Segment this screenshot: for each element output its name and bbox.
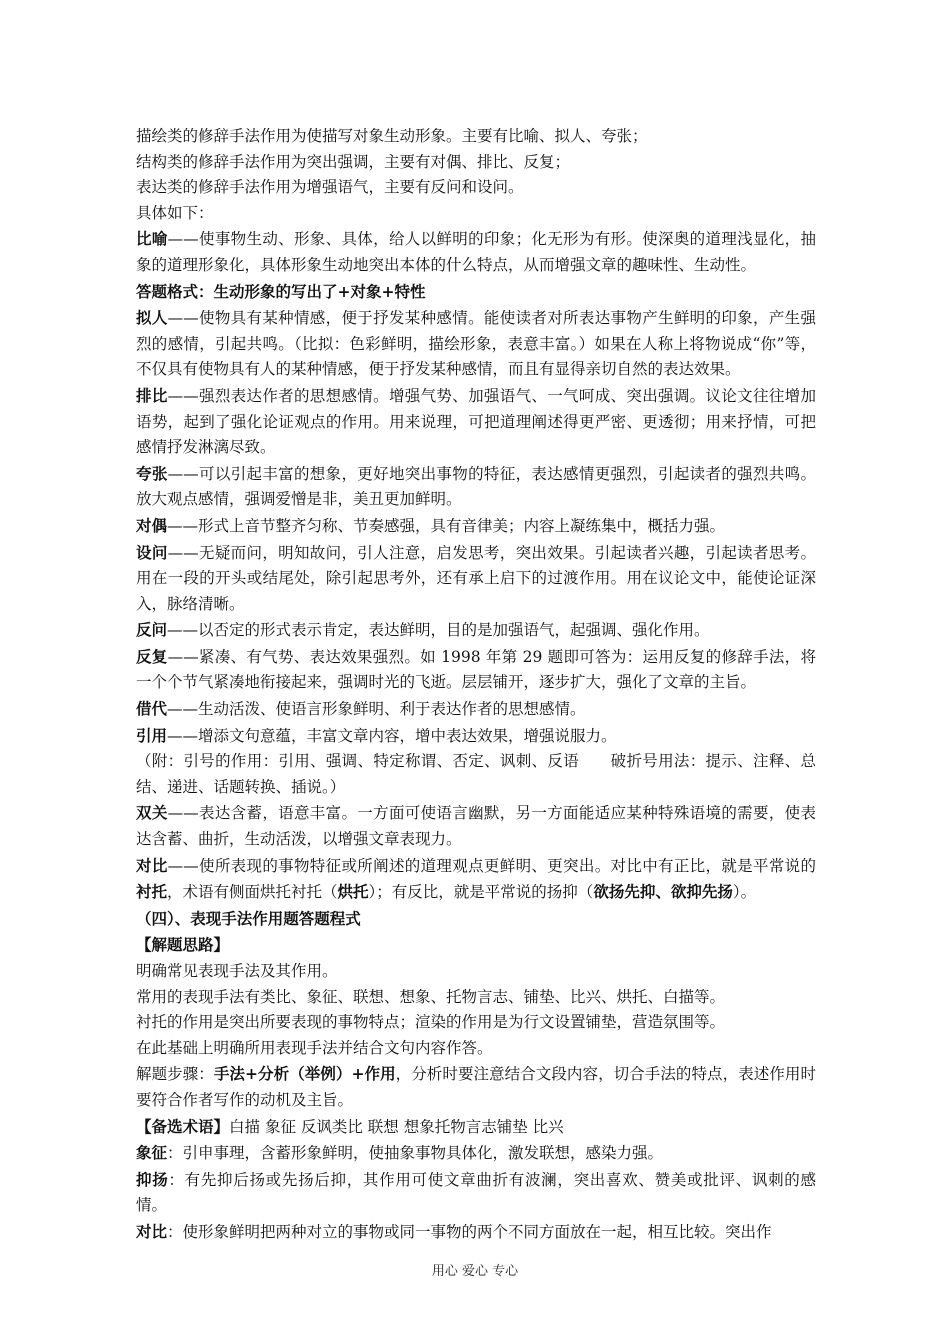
paragraph-contrast: 对比——使所表现的事物特征或所阐述的道理观点更鲜明、更突出。对比中有正比，就是平常说的衬托，术语有侧面烘托衬托（烘托）；有反比，就是平常说的扬抑（欲扬先抑、欲抑先扬）。 (136, 855, 816, 902)
paragraph-quotation: 引用——增添文句意蕴，丰富文章内容，增中表达效果，增强说服力。 (136, 725, 617, 745)
paragraph-comparison: 对比：使形象鲜明把两种对立的事物或同一事物的两个不同方面放在一起，相互比较。突出作 (136, 1221, 772, 1241)
paragraph-steps: 解题步骤：手法+分析（举例）+作用，分析时要注意结合文段内容，切合手法的特点，表述作用时要符合作者写作的动机及主旨。 (136, 1064, 816, 1109)
paragraph-rhetorical-question: 设问——无疑而问，明知故问，引人注意，启发思考，突出效果。引起读者兴趣，引起读者思考。用在一段的开头或结尾处，除引起思考外，还有承上启下的过渡作用。用在议论文中，能使论证深入，脉络清晰。 (136, 542, 816, 613)
section-heading: （四）、表现手法作用题答题程式 (136, 908, 361, 928)
paragraph: 在此基础上明确所用表现手法并结合文句内容作答。 (136, 1038, 493, 1057)
paragraph-antithesis: 对偶——形式上音节整齐匀称、节奏感强，具有音律美；内容上凝练集中，概括力强。 (136, 515, 726, 535)
term: 抑扬 (136, 1169, 169, 1189)
paragraph-exaggeration: 夸张——可以引起丰富的想象，更好地突出事物的特征，表达感情更强烈，引起读者的强烈共鸣。放大观点感情，强调爱憎是非，美丑更加鲜明。 (136, 463, 816, 509)
term: 夸张 (136, 463, 168, 483)
term: 引用 (136, 725, 168, 745)
term: 反问 (136, 620, 168, 640)
term: 反复 (136, 646, 168, 666)
term: 双关 (136, 803, 168, 823)
term: 比喻 (136, 229, 168, 249)
term: 对偶 (136, 515, 168, 535)
term: 象征 (136, 1143, 168, 1163)
paragraph-symbolism: 象征：引申事理，含蓄形象鲜明，使抽象事物具体化，激发联想，感染力强。 (136, 1143, 664, 1163)
document-body (136, 124, 816, 1246)
term: 对比 (136, 1221, 168, 1241)
paragraph: 明确常见表现手法及其作用。 (136, 962, 338, 980)
term: 排比 (136, 385, 168, 405)
paragraph-note: （附：引号的作用：引用、强调、特定称谓、否定、讽刺、反语 破折号用法：提示、注释、总结、递进、话题转换、插说。） (136, 752, 816, 796)
term: 借代 (136, 699, 168, 719)
paragraph-parallelism: 排比——强烈表达作者的思想感情。增强气势、加强语气、一气呵成、突出强调。议论文往往增加语势，起到了强化论证观点的作用。用来说理，可把道理阐述得更严密、更透彻；用来抒情，可把感情抒发淋漓尽致。 (136, 385, 816, 457)
paragraph: 具体如下： (136, 203, 214, 222)
answer-format-heading: 答题格式：生动形象的写出了+对象+特性 (136, 281, 426, 301)
paragraph-metonymy: 借代——生动活泼、使语言形象鲜明、利于表达作者的思想感情。 (136, 699, 586, 719)
term: 设问 (136, 542, 168, 562)
page-footer: 用心 爱心 专心 (431, 1264, 519, 1279)
paragraph: 衬托的作用是突出所要表现的事物特点；渲染的作用是为行文设置铺垫，营造氛围等。 (136, 1013, 726, 1032)
paragraph: 表达类的修辞手法作用为增强语气，主要有反问和设问。 (136, 178, 524, 197)
paragraph: 常用的表现手法有类比、象征、联想、想象、托物言志、铺垫、比兴、烘托、白描等。 (136, 987, 726, 1006)
term: 对比 (136, 855, 168, 875)
term: 【备选术语】 (136, 1116, 230, 1136)
paragraph-terms: 【备选术语】白描 象征 反讽类比 联想 想象托物言志铺垫 比兴 (136, 1116, 564, 1136)
paragraph-personification: 拟人——使物具有某种情感，便于抒发某种感情。能使读者对所表达事物产生鲜明的印象，产生强烈的感情，引起共鸣。（比拟：色彩鲜明，描绘形象，表意丰富。）如果在人称上将物说成“你”等，不仅具有使物具有人的某种情感，便于抒发某种感情，而且有显得亲切自然的表达效果。 (136, 308, 816, 379)
paragraph: 结构类的修辞手法作用为突出强调，主要有对偶、排比、反复； (136, 152, 571, 171)
paragraph-counter-question: 反问——以否定的形式表示肯定，表达鲜明，目的是加强语气，起强调、强化作用。 (136, 620, 710, 640)
subheading-approach: 【解题思路】 (136, 935, 230, 955)
paragraph-pun: 双关——表达含蓄，语意丰富。一方面可使语言幽默，另一方面能适应某种特殊语境的需要，使表达含蓄、曲折，生动活泼，以增强文章表现力。 (136, 803, 816, 849)
paragraph-metaphor: 比喻——使事物生动、形象、具体，给人以鲜明的印象；化无形为有形。使深奥的道理浅显化，抽象的道理形象化，具体形象生动地突出本体的什么特点，从而增强文章的趣味性、生动性。 (136, 229, 816, 274)
term: 拟人 (136, 308, 168, 328)
paragraph: 描绘类的修辞手法作用为使描写对象生动形象。主要有比喻、拟人、夸张； (136, 127, 648, 145)
term: 手法+分析（举例）+作用 (213, 1064, 396, 1084)
paragraph-suppression: 抑扬：有先抑后扬或先扬后抑，其作用可使文章曲折有波澜，突出喜欢、赞美或批评、讽刺的感情。 (136, 1169, 816, 1215)
paragraph-repetition: 反复——紧凑、有气势、表达效果强烈。如 1998 年第 29 题即可答为：运用反复的修辞手法，将一个个节气紧凑地衔接起来，强调时光的飞逝。层层铺开，逐步扩大，强化了文章的主旨。 (136, 646, 816, 692)
